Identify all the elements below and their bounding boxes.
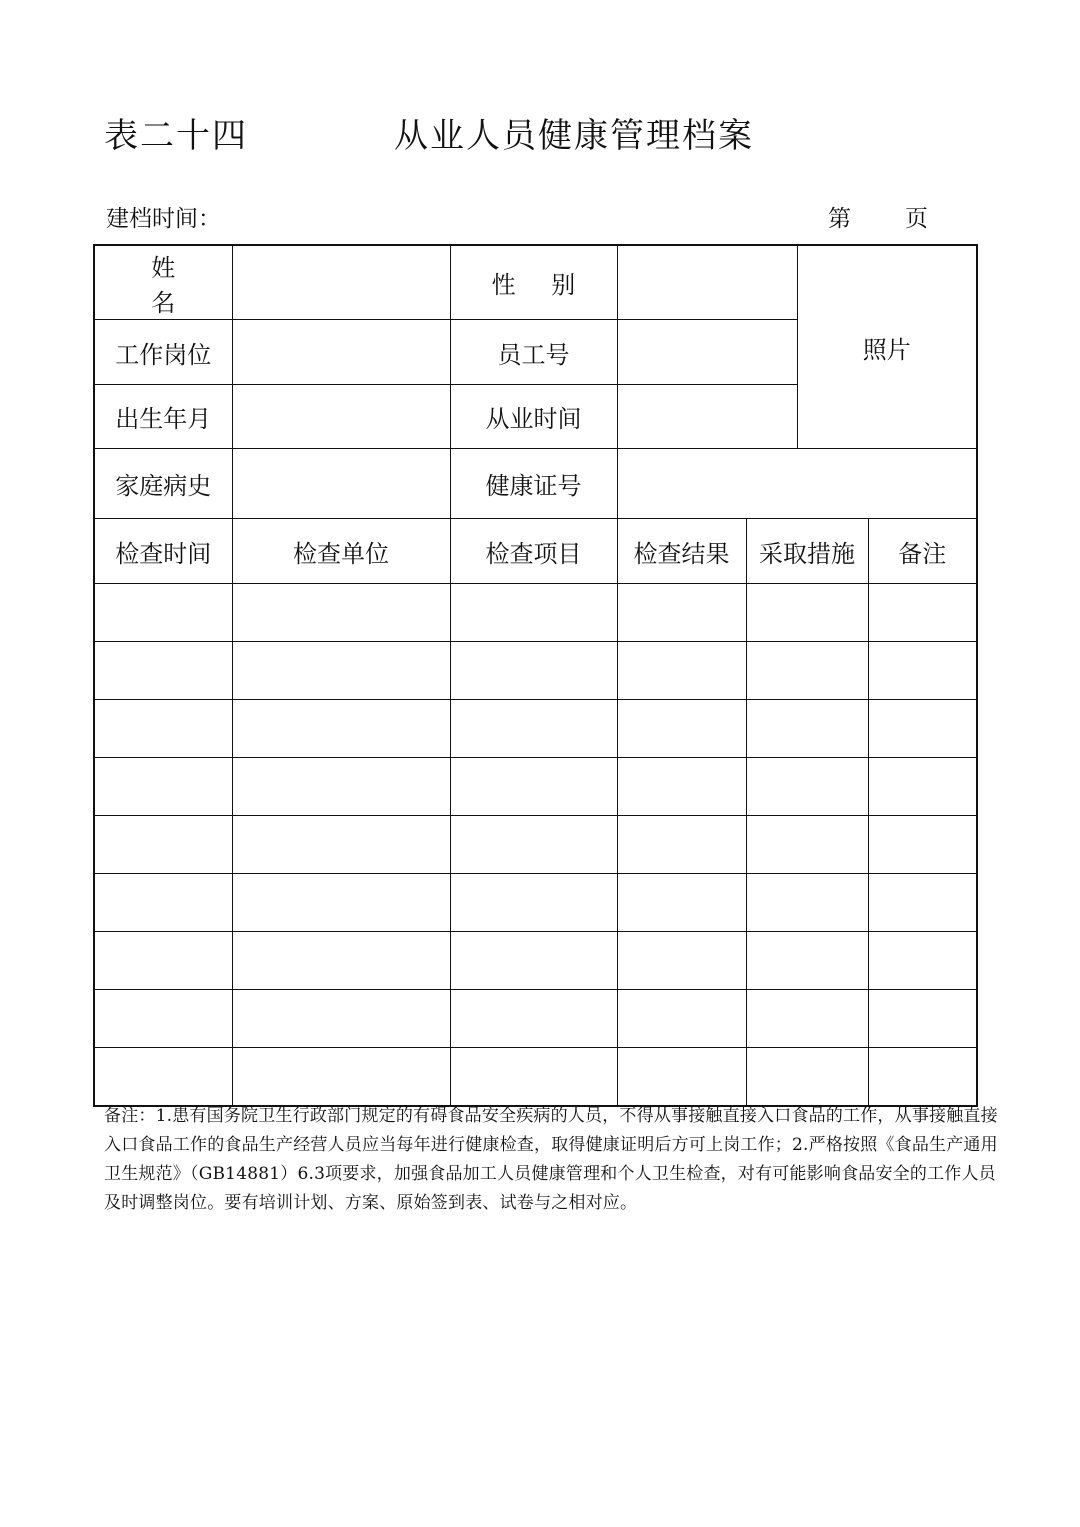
table-cell[interactable] bbox=[617, 584, 746, 642]
col-remarks: 备注 bbox=[868, 519, 977, 584]
exam-rows bbox=[94, 584, 977, 1107]
table-cell[interactable] bbox=[232, 990, 450, 1048]
table-cell[interactable] bbox=[746, 758, 868, 816]
table-number: 表二十四 bbox=[104, 116, 248, 156]
health-record-table bbox=[93, 244, 978, 1107]
table-cell[interactable] bbox=[450, 874, 617, 932]
table-cell[interactable] bbox=[450, 990, 617, 1048]
post-field[interactable] bbox=[232, 320, 450, 385]
table-cell[interactable] bbox=[868, 990, 977, 1048]
col-exam-unit: 检查单位 bbox=[232, 519, 450, 584]
table-cell[interactable] bbox=[94, 816, 232, 874]
health-cert-field[interactable] bbox=[617, 449, 977, 519]
table-cell[interactable] bbox=[450, 1048, 617, 1107]
table-cell[interactable] bbox=[746, 584, 868, 642]
table-cell[interactable] bbox=[868, 584, 977, 642]
table-cell[interactable] bbox=[232, 642, 450, 700]
table-cell[interactable] bbox=[617, 758, 746, 816]
table-cell[interactable] bbox=[868, 1048, 977, 1107]
table-row bbox=[94, 816, 977, 874]
table-cell[interactable] bbox=[868, 642, 977, 700]
table-cell[interactable] bbox=[746, 700, 868, 758]
table-cell[interactable] bbox=[94, 874, 232, 932]
table-cell[interactable] bbox=[94, 932, 232, 990]
table-cell[interactable] bbox=[450, 642, 617, 700]
photo-box[interactable] bbox=[797, 245, 977, 449]
col-exam-time: 检查时间 bbox=[94, 519, 232, 584]
table-cell[interactable] bbox=[617, 990, 746, 1048]
birth-label: 出生年月 bbox=[94, 385, 232, 449]
table-cell[interactable] bbox=[746, 642, 868, 700]
table-cell[interactable] bbox=[868, 874, 977, 932]
table-cell[interactable] bbox=[617, 816, 746, 874]
photo-label: 照片 bbox=[862, 335, 911, 364]
table-row bbox=[94, 874, 977, 932]
table-cell[interactable] bbox=[94, 1048, 232, 1107]
page-number-label-prefix: 第 bbox=[828, 206, 851, 232]
table-cell[interactable] bbox=[94, 758, 232, 816]
work-time-field[interactable] bbox=[617, 385, 797, 449]
page-number-label-suffix: 页 bbox=[905, 206, 928, 232]
table-row bbox=[94, 990, 977, 1048]
name-label: 姓 名 bbox=[94, 245, 232, 320]
staff-no-label: 员工号 bbox=[450, 320, 617, 385]
table-cell[interactable] bbox=[868, 816, 977, 874]
gender-label: 性 别 bbox=[450, 245, 617, 320]
health-cert-label: 健康证号 bbox=[450, 449, 617, 519]
table-cell[interactable] bbox=[232, 932, 450, 990]
table-cell[interactable] bbox=[617, 700, 746, 758]
table-cell[interactable] bbox=[232, 758, 450, 816]
table-cell[interactable] bbox=[450, 584, 617, 642]
name-field[interactable] bbox=[232, 245, 450, 320]
family-history-label: 家庭病史 bbox=[94, 449, 232, 519]
table-row bbox=[94, 700, 977, 758]
table-cell[interactable] bbox=[868, 700, 977, 758]
staff-no-field[interactable] bbox=[617, 320, 797, 385]
table-cell[interactable] bbox=[94, 990, 232, 1048]
table-row bbox=[94, 758, 977, 816]
table-cell[interactable] bbox=[450, 816, 617, 874]
table-cell[interactable] bbox=[746, 874, 868, 932]
table-cell[interactable] bbox=[746, 1048, 868, 1107]
table-cell[interactable] bbox=[617, 642, 746, 700]
gender-field[interactable] bbox=[617, 245, 797, 320]
table-row bbox=[94, 584, 977, 642]
birth-field[interactable] bbox=[232, 385, 450, 449]
table-cell[interactable] bbox=[232, 700, 450, 758]
table-cell[interactable] bbox=[94, 642, 232, 700]
filing-date-label: 建档时间： bbox=[106, 206, 221, 232]
table-cell[interactable] bbox=[232, 584, 450, 642]
table-cell[interactable] bbox=[617, 1048, 746, 1107]
footnote: 备注：1.患有国务院卫生行政部门规定的有碍食品安全疾病的人员，不得从事接触直接入口食品的工作，从事接触直接入口食品工作的食品生产经营人员应当每年进行健康检查，取得健康证明后方可上岗工作；2.严格按照《食品生产通用卫生规范》（GB14881）6.3项要求，加强食品加工人员健康管理和个人卫生检查，对有可能影响食品安全的工作人员及时调整岗位。要有培训计划、方案、原始签到表、试卷与之相对应。 bbox=[104, 1106, 998, 1213]
table-row bbox=[94, 1048, 977, 1107]
table-cell[interactable] bbox=[746, 816, 868, 874]
table-cell[interactable] bbox=[868, 932, 977, 990]
table-cell[interactable] bbox=[94, 700, 232, 758]
table-row bbox=[94, 932, 977, 990]
table-cell[interactable] bbox=[617, 874, 746, 932]
table-cell[interactable] bbox=[746, 932, 868, 990]
page-title: 从业人员健康管理档案 bbox=[394, 116, 754, 156]
post-label: 工作岗位 bbox=[94, 320, 232, 385]
table-row bbox=[94, 642, 977, 700]
table-cell[interactable] bbox=[746, 990, 868, 1048]
table-cell[interactable] bbox=[232, 1048, 450, 1107]
table-cell[interactable] bbox=[450, 932, 617, 990]
work-time-label: 从业时间 bbox=[450, 385, 617, 449]
table-cell[interactable] bbox=[868, 758, 977, 816]
table-cell[interactable] bbox=[617, 932, 746, 990]
table-cell[interactable] bbox=[450, 758, 617, 816]
table-cell[interactable] bbox=[450, 700, 617, 758]
col-exam-item: 检查项目 bbox=[450, 519, 617, 584]
table-cell[interactable] bbox=[232, 874, 450, 932]
family-history-field[interactable] bbox=[232, 449, 450, 519]
col-measures: 采取措施 bbox=[746, 519, 868, 584]
table-cell[interactable] bbox=[94, 584, 232, 642]
col-exam-result: 检查结果 bbox=[617, 519, 746, 584]
table-cell[interactable] bbox=[232, 816, 450, 874]
